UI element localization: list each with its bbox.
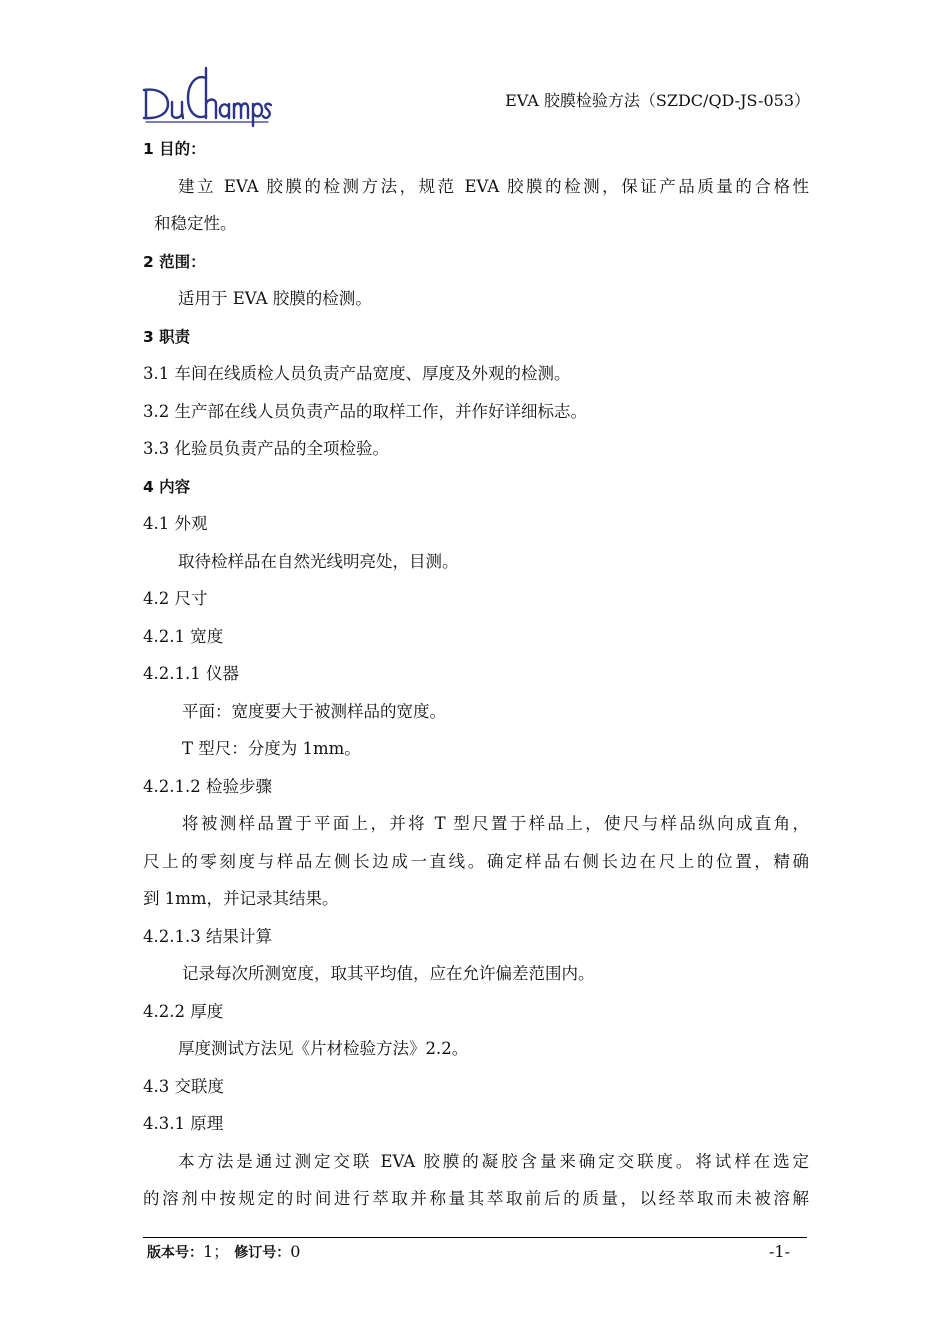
subsection-heading: 4.3.1 原理 <box>143 1114 224 1133</box>
subsection-heading: 4.1 外观 <box>143 514 208 533</box>
list-item: 3.3 化验员负责产品的全项检验。 <box>143 439 389 458</box>
subsection-heading: 4.3 交联度 <box>143 1076 224 1096</box>
revision-value: 0 <box>290 1242 301 1261</box>
subsection-heading: 4.2.1 宽度 <box>143 626 224 646</box>
footer-divider <box>143 1237 807 1238</box>
paragraph-line: 的溶剂中按规定的时间进行萃取并称量其萃取前后的质量，以经萃取而未被溶解 <box>143 1189 809 1208</box>
subsection-heading: 4.2.2 厚度 <box>143 1001 224 1021</box>
paragraph-line: 和稳定性。 <box>154 214 237 233</box>
version-value: 1； <box>203 1242 230 1261</box>
document-body <box>143 135 809 1223</box>
duchamps-logo <box>140 64 272 128</box>
paragraph-line: 适用于 EVA 胶膜的检测。 <box>178 289 372 308</box>
subsection-heading: 4.2 尺寸 <box>143 589 208 608</box>
paragraph-line: T 型尺：分度为 1mm。 <box>182 739 361 758</box>
paragraph-line: 建立 EVA 胶膜的检测方法，规范 EVA 胶膜的检测，保证产品质量的合格性 <box>178 176 809 196</box>
document-title: EVA 胶膜检验方法（SZDC/QD-JS-053） <box>505 91 810 110</box>
list-item: 3.1 车间在线质检人员负责产品宽度、厚度及外观的检测。 <box>143 364 571 383</box>
version-label: 版本号： <box>147 1245 203 1261</box>
section-heading-purpose: 1 目的： <box>143 140 206 158</box>
section-heading-scope: 2 范围： <box>143 252 206 271</box>
paragraph-line: 尺上的零刻度与样品左侧长边成一直线。确定样品右侧长边在尺上的位置，精确 <box>143 851 809 871</box>
section-heading-content: 4 内容 <box>143 477 191 496</box>
paragraph-line: 将被测样品置于平面上，并将 T 型尺置于样品上，使尺与样品纵向成直角， <box>182 814 809 833</box>
paragraph-line: 取待检样品在自然光线明亮处，目测。 <box>178 551 459 571</box>
paragraph-line: 本方法是通过测定交联 EVA 胶膜的凝胶含量来确定交联度。将试样在选定 <box>178 1151 809 1171</box>
page-number: -1- <box>769 1242 790 1261</box>
header-divider <box>143 124 807 125</box>
section-heading-duties: 3 职责 <box>143 327 191 346</box>
subsection-heading: 4.2.1.3 结果计算 <box>143 926 272 946</box>
revision-label: 修订号： <box>234 1245 291 1261</box>
subsection-heading: 4.2.1.1 仪器 <box>143 664 239 683</box>
paragraph-line: 记录每次所测宽度，取其平均值，应在允许偏差范围内。 <box>182 964 595 983</box>
list-item: 3.2 生产部在线人员负责产品的取样工作，并作好详细标志。 <box>143 401 587 421</box>
paragraph-line: 到 1mm，并记录其结果。 <box>143 889 339 908</box>
paragraph-line: 平面：宽度要大于被测样品的宽度。 <box>182 701 446 721</box>
paragraph-line: 厚度测试方法见《片材检验方法》2.2。 <box>178 1039 469 1058</box>
subsection-heading: 4.2.1.2 检验步骤 <box>143 776 272 796</box>
version-info <box>147 1240 300 1265</box>
